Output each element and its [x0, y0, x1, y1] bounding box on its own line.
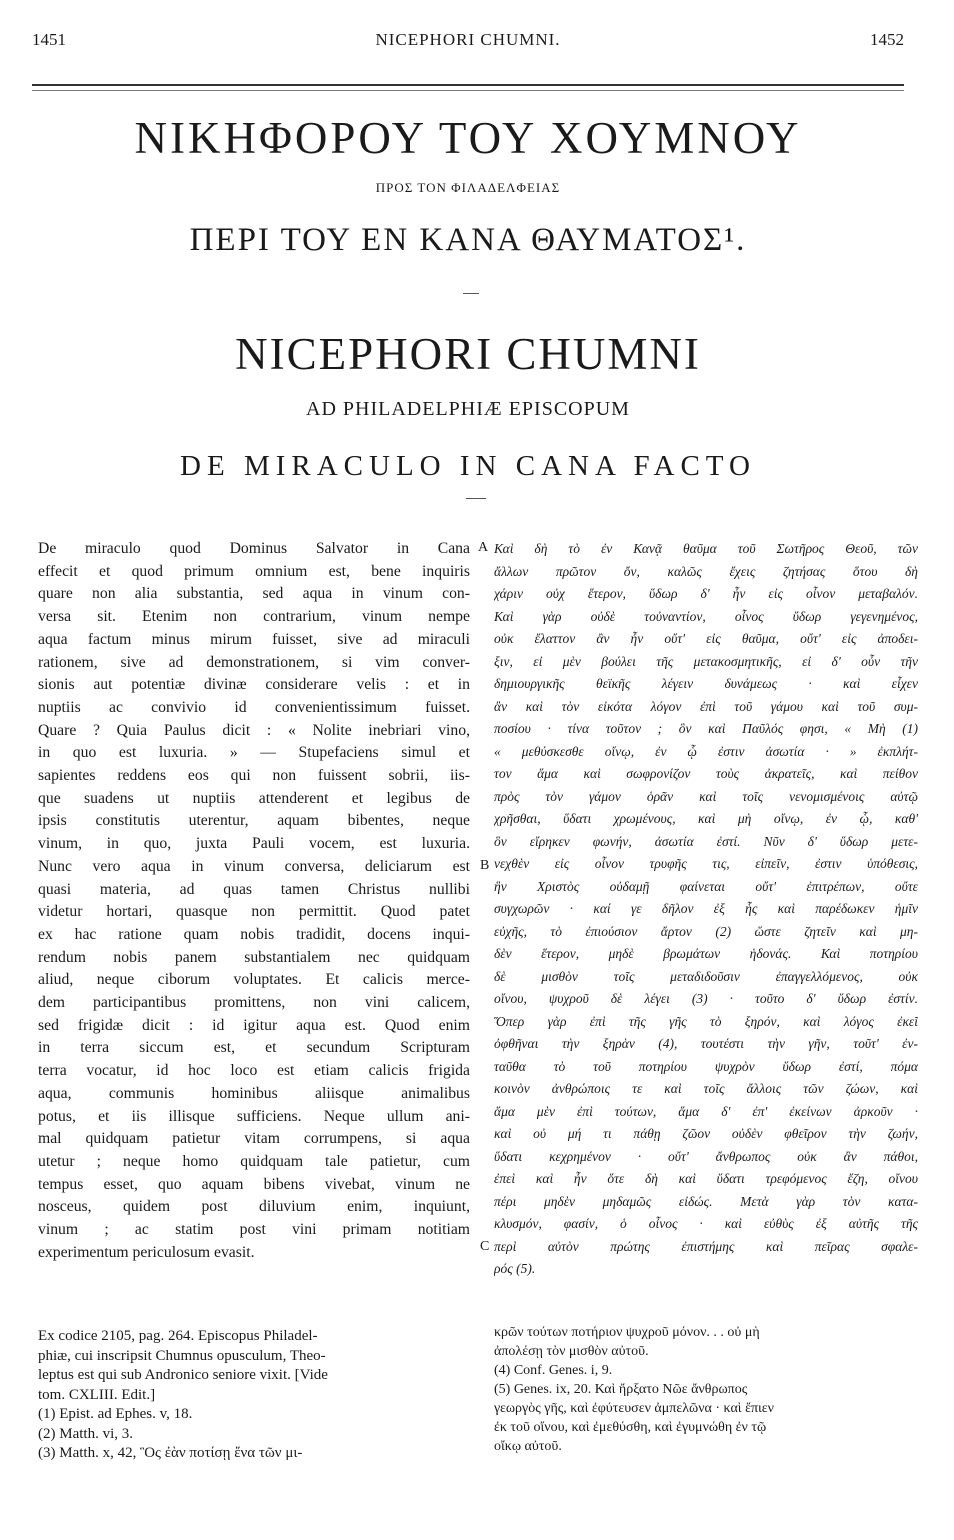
latin-text-line: aqua factum minus mirum fuisset, sive ad miraculi	[38, 630, 470, 648]
latin-text-line: utetur ; neque homo quidquam tale patietur, cum	[38, 1152, 470, 1170]
latin-text-line: potus, et iis illisque sufficiens. Neque ullum ani-	[38, 1107, 470, 1125]
latin-text-line: ex hac ratione quam nobis tradidit, docens inqui-	[38, 925, 470, 943]
greek-text-column	[494, 538, 918, 1281]
latin-text-line: mal quidquam patietur vitam corrumpens, si aqua	[38, 1130, 470, 1148]
greek-text-line: χρῆσθαι, ὕδατι χρωμένους, καὶ μὴ οἴνῳ, ἐν ᾧ, καθ'	[494, 811, 918, 826]
greek-text-line: πρὸς τὸν γάμον ὁρᾶν καὶ τοῖς νενομισμένοις αὐτῷ	[494, 788, 918, 804]
greek-text-line: ταῦθα τὸ τοῦ ποτηρίου ψυχρὸν ὕδωρ ἐστί, πόμα	[494, 1058, 918, 1074]
footnote-line: phiæ, cui inscripsit Chumnus opusculum, Theo-	[38, 1347, 326, 1364]
footnote-line: Ex codice 2105, pag. 264. Episcopus Philadel-	[38, 1328, 318, 1344]
header-rule	[32, 84, 904, 86]
latin-text-line: terra vocatur, id hoc loco est etiam calicis frigida	[38, 1062, 470, 1080]
greek-text-line: Καὶ δὴ τὸ ἐν Κανᾷ θαῦμα τοῦ Σωτῆρος Θεοῦ, τῶν	[494, 541, 918, 556]
latin-text-line: Quare ? Quia Paulus dicit : « Nolite inebriari vino,	[38, 721, 470, 739]
latin-title: NICEPHORI CHUMNI	[235, 329, 701, 379]
latin-text-line: aliud, neque ciborum voluptates. Et calicis merce-	[38, 971, 470, 989]
margin-letter-b: B	[480, 858, 490, 873]
greek-text-line: ἅμα μὲν ἐπὶ τούτων, ἅμα δ' ἐπ' ἐκείνων ἀρκοῦν ·	[494, 1103, 918, 1119]
latin-text-line: effecit et quod primum omnium est, bene inquiris	[38, 562, 470, 580]
latin-text-line: vinum, in quo, juxta Pauli vocem, est luxuria.	[38, 835, 470, 853]
title-divider	[463, 293, 479, 294]
footnote-line: ἐκ τοῦ οἴνου, καὶ ἐμεθύσθη, καὶ ἐγυμνώθη ἐν τῷ	[494, 1420, 767, 1435]
section-divider	[466, 498, 486, 499]
latin-text-line: rationem, sive ad demonstrationem, si vim conver-	[38, 653, 470, 671]
greek-subtitle-small: ΠΡΟΣ ΤΟΝ ΦΙΛΑΔΕΛΦΕΙΑΣ	[375, 180, 561, 195]
latin-text-line: Nunc vero aqua in vinum conversa, deliciarum est	[38, 857, 470, 875]
margin-letter-a: A	[478, 540, 489, 555]
greek-text-line: ἄλλων πρῶτον ὄν, καλῶς ἔχεις ζητήσας ὅτου δὴ	[494, 563, 918, 579]
latin-text-line: dem participantibus promittens, non vini calicem,	[38, 994, 470, 1012]
latin-text-line: nuptiis ac convivio id convenientissimum fuisset.	[38, 698, 470, 716]
latin-text-line: videtur hortari, quasque non permittit. Quod patet	[38, 903, 470, 921]
latin-text-line: vinum ; ac statim post vini primam notitiam	[38, 1221, 470, 1239]
latin-subtitle-small: AD PHILADELPHIÆ EPISCOPUM	[306, 398, 630, 420]
greek-text-line: εὐχῆς, τὸ ἐπιούσιον ἄρτον (2) ὥστε ζητεῖν καὶ μη-	[494, 923, 918, 939]
footnote-line: leptus est qui sub Andronico seniore vixit. [Vide	[38, 1367, 328, 1383]
footnote-line: (5) Genes. ix, 20. Καὶ ἤρξατο Νῶε ἄνθρωπος	[494, 1382, 748, 1397]
latin-text-line: in quo est luxuria. » — Stupefaciens simul et	[38, 744, 470, 762]
footnote-line: (4) Conf. Genes. i, 9.	[494, 1363, 613, 1378]
greek-text-line: ποσίου · τίνα τοῦτον ; ὃν καὶ Παῦλός φησι, « Μὴ (1)	[494, 721, 918, 736]
greek-text-line: ἐπεὶ καὶ ἦν ὅτε δὴ καὶ ὕδατι τρεφόμενος ἔζη, οἴνου	[494, 1171, 918, 1186]
latin-text-line: quare non alia substantia, sed aqua in vinum con-	[38, 585, 470, 603]
footnotes-right	[494, 1323, 918, 1456]
header-rule-thin	[32, 90, 904, 91]
greek-text-line: χάριν οὐχ ἕτερον, ὕδωρ δ' ἦν εἰς οἶνον μεταβαλόν.	[494, 586, 918, 601]
latin-text-line: De miraculo quod Dominus Salvator in Cana	[38, 540, 470, 557]
greek-subtitle-large: ΠΕΡΙ ΤΟΥ ΕΝ ΚΑΝΑ ΘΑΥΜΑΤΟΣ¹.	[189, 222, 747, 258]
greek-text-line: τον ἅμα καὶ σωφρονίζον τοὺς ἀκρατεῖς, καὶ πείθον	[494, 766, 918, 781]
latin-text-line: ipsis constitutis uterentur, aquam bibentes, neque	[38, 812, 470, 830]
greek-text-line: οὐκ ἔλαττον ἂν ἦν οὔτ' εἰς θαῦμα, οὔτ' εἰς ἀποδει-	[494, 631, 918, 646]
greek-text-line: ὀφθῆναι τὴν ξηρὰν (4), τουτέστι τὴν γῆν, τοῦτ' ἐν-	[494, 1036, 918, 1051]
latin-text-line: versa sit. Etenim non contrarium, vinum nempe	[38, 608, 470, 626]
footnote-line: οἴκῳ αὐτοῦ.	[494, 1439, 562, 1454]
running-title: NICEPHORI CHUMNI.	[375, 30, 561, 49]
greek-text-line: δημιουργικῆς θεϊκῆς λέγειν δυνάμεως · καὶ εἶχεν	[494, 676, 918, 691]
running-head	[32, 30, 904, 58]
greek-text-line: ὕδατι κεχρημένον · οὔτ' ἄνθρωπος οὐκ ἂν πάθοι,	[494, 1148, 918, 1164]
footnote-line: (2) Matth. vi, 3.	[38, 1425, 133, 1442]
greek-text-line: συγχωρῶν · καί γε δῆλον ἐξ ἧς καὶ παρέδωκεν ἡμῖν	[494, 901, 918, 916]
footnote-line: ἀπολέσῃ τὸν μισθὸν αὐτοῦ.	[494, 1344, 649, 1359]
latin-text-line: tempus esset, quo aquam bibens vivebat, vinum ne	[38, 1175, 470, 1193]
latin-subtitle-large: DE MIRACULO IN CANA FACTO	[180, 450, 756, 482]
footnote-line: γεωργὸς γῆς, καὶ ἐφύτευσεν ἀμπελῶνα · καὶ ἔπιεν	[494, 1401, 774, 1416]
latin-text-line: sionis aut potentiæ divinæ considerare velis : et in	[38, 676, 470, 694]
greek-text-line: « μεθύσκεσθε οἴνῳ, ἐν ᾧ ἐστιν ἀσωτία · » ἐκπλήτ-	[494, 743, 918, 759]
greek-text-line: νεχθὲν εἰς οἶνον τρυφῆς τις, εἰπεῖν, ἐστιν ὑπόθεσις,	[494, 856, 918, 871]
footnote-line: (3) Matth. x, 42, Ὃς ἐὰν ποτίσῃ ἕνα τῶν μι-	[38, 1445, 303, 1461]
greek-text-line: ἣν Χριστὸς οὐδαμῇ φαίνεται οὔτ' ἐπιτρέπων, οὔτε	[494, 878, 918, 894]
greek-text-line: Ὅπερ γὰρ ἐπὶ τῆς γῆς τὸ ξηρόν, καὶ λόγος ἐκεῖ	[494, 1013, 918, 1029]
greek-text-line: ξιν, εἰ μὲν βούλει τῆς μετακοσμητικῆς, εἰ δ' οὖν τῆν	[494, 653, 918, 669]
latin-text-column	[38, 538, 470, 1265]
latin-text-line: nosceus, quidem post diluvium enim, inquiunt,	[38, 1198, 470, 1216]
greek-text-line: δὲ μισθὸν τοῖς μεταδιδοῦσιν ἐπαγγελλόμενος, οὐκ	[494, 968, 918, 984]
latin-text-line: sapientes reddens eos qui non fuissent sobrii, iis-	[38, 767, 470, 785]
greek-text-line: Καὶ γὰρ οὐδὲ τοὐναντίον, οἶνος ὕδωρ γεγενημένος,	[494, 608, 918, 624]
greek-text-line: ὃν εἴρηκεν φωνήν, ἀσωτία ἐστί. Νῦν δ' ὕδωρ μετε-	[494, 833, 918, 849]
greek-text-line: οἴνου, ψυχροῦ δὲ λέγει (3) · τοῦτο δ' ὕδωρ ἐστίν.	[494, 991, 918, 1006]
greek-text-line: καὶ οὐ μή τι πάθῃ ζῶον οὐδὲν φθεῖρον τὴν ζωήν,	[494, 1126, 918, 1141]
left-column-number: 1451	[32, 30, 66, 49]
latin-text-line: experimentum periculosum evasit.	[38, 1243, 255, 1261]
greek-text-line: κλυσμόν, φασίν, ὁ οἶνος · καὶ εὐθὺς ἐξ αὐτῆς τῆς	[494, 1216, 918, 1231]
right-column-number: 1452	[870, 30, 904, 49]
greek-title: ΝΙΚΗΦΟΡΟΥ ΤΟΥ ΧΟΥΜΝΟΥ	[134, 113, 802, 163]
greek-text-line: περὶ αὐτὸν πρώτης ἐπιστήμης καὶ πεῖρας σφαλε-	[494, 1238, 918, 1254]
latin-text-line: rendum nobis panem substantialem nec quidquam	[38, 948, 470, 966]
greek-text-line: ἂν καὶ τὸν εἰκότα λόγον ἐπὶ τοῦ γάμου καὶ τοῦ συμ-	[494, 698, 918, 714]
greek-text-line: δὲν ἕτερον, μηδὲ βρωμάτων ἡδονάς. Καὶ ποτηρίου	[494, 946, 918, 961]
margin-letter-c: C	[480, 1239, 490, 1254]
footnote-line: tom. CXLIII. Edit.]	[38, 1386, 156, 1403]
greek-text-line: ρός (5).	[494, 1261, 536, 1276]
latin-text-line: in terra siccum est, et secundum Scripturam	[38, 1039, 470, 1057]
latin-text-line: quasi materia, ad quas tamen Christus nullibi	[38, 880, 470, 898]
latin-text-line: que suadens ut nuptiis attenderent et legibus de	[38, 789, 470, 807]
greek-text-line: πέρι μηδὲν μηδαμῶς εἰδώς. Μετὰ γὰρ τὸν κατα-	[494, 1193, 918, 1209]
greek-text-line: κοινὸν ἀνθρώποις τε καὶ τοῖς ἄλλοις τῶν ζώων, καὶ	[494, 1081, 918, 1096]
latin-text-line: aqua, communis hominibus aliisque animalibus	[38, 1084, 470, 1102]
footnotes-left	[38, 1327, 470, 1464]
latin-text-line: sed frigidæ dicit : id igitur aqua est. Quod enim	[38, 1016, 470, 1034]
footnote-line: κρῶν τούτων ποτήριον ψυχροῦ μόνον. . . οὐ μὴ	[494, 1325, 760, 1340]
footnote-line: (1) Epist. ad Ephes. v, 18.	[38, 1406, 193, 1422]
